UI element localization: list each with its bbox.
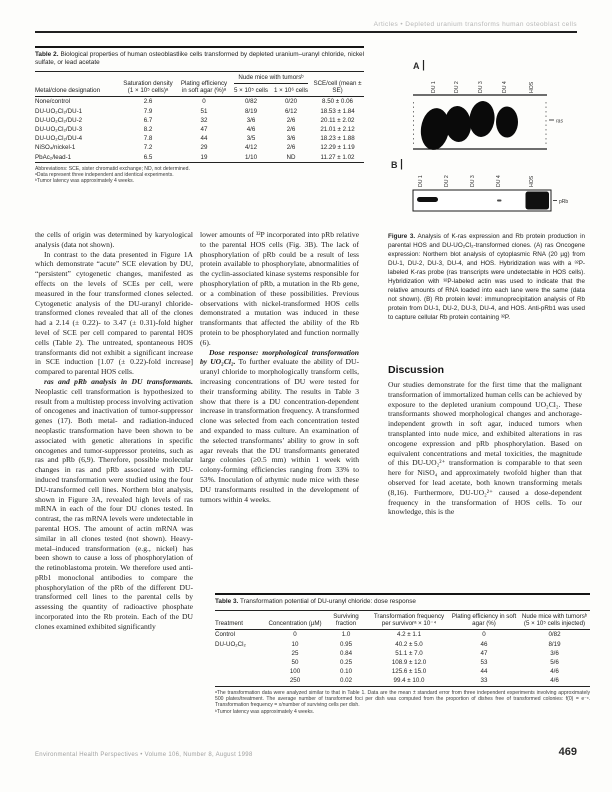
paragraph-text: To further evaluate the ability of DU-uranyl chloride to morphologically transform cells, increasing concentrations of DU were tested for their transforming ability. The results in Table 3 show that there is a DU concentration-dependent increase in transformation frequency. A transformed clone was selected from each concentration tested and expanded to mass culture. An examination of the selected transformants’ ability to grow in soft agar reveals that the DU transformants generated large colonies (≥0.5 mm) within 1 week with colony-forming efficiencies ranging from 33% to 53%. Inoculation of athymic nude mice with these DU transformants resulted in the development of tumors within 4 weeks. bbox=[200, 357, 359, 504]
panel-b-label: B bbox=[391, 160, 398, 170]
table-3-header bbox=[215, 611, 590, 630]
column-header: Metal/clone designation bbox=[35, 87, 101, 94]
paragraph bbox=[35, 377, 193, 632]
prb-band-du1 bbox=[417, 197, 438, 202]
column-header: Nude mice with tumorsᵇ (5 × 10⁵ cells injected) bbox=[521, 612, 588, 628]
table-2-caption-label: Table 2. bbox=[35, 51, 59, 59]
table-cell: 19 bbox=[200, 153, 208, 161]
table-cell: 0.95 bbox=[339, 640, 353, 648]
gel-blot-figure bbox=[385, 56, 590, 231]
table-cell: 8/19 bbox=[548, 640, 561, 648]
table-cell: 0 bbox=[293, 631, 297, 639]
table-3-footnotes bbox=[215, 690, 590, 715]
lane-label: DU 3 bbox=[470, 175, 476, 187]
table-cell: 0.02 bbox=[339, 677, 353, 685]
paragraph-text: the cells of origin was determined by karyological analysis (data not shown). bbox=[35, 230, 193, 249]
band-du2 bbox=[443, 105, 472, 143]
table-cell: 29 bbox=[200, 144, 208, 152]
table-cell: 32 bbox=[200, 116, 208, 124]
table-cell: DU-UO₂Cl₂/DU-4 bbox=[35, 135, 83, 143]
table-cell: 1.0 bbox=[341, 631, 351, 639]
table-cell: 6.5 bbox=[143, 153, 153, 161]
band-du4 bbox=[496, 107, 518, 138]
column-header: SCE/cell (mean ± SE) bbox=[313, 79, 362, 94]
paragraph bbox=[35, 250, 193, 377]
table-cell: 7.9 bbox=[143, 107, 153, 115]
table-row bbox=[215, 658, 590, 667]
lane-label: HOS bbox=[529, 81, 535, 93]
table-cell: 20.11 ± 2.02 bbox=[320, 116, 355, 124]
table-2 bbox=[35, 46, 364, 185]
table-cell: 4/6 bbox=[550, 677, 559, 685]
table-cell: 7.2 bbox=[143, 144, 153, 152]
table-cell: 99.4 ± 10.0 bbox=[393, 677, 425, 685]
table-cell bbox=[215, 667, 267, 676]
body-column-left bbox=[35, 230, 193, 710]
paragraph bbox=[200, 348, 359, 505]
table-3-caption-text: Transformation potential of DU-uranyl chloride: dose response bbox=[240, 598, 416, 606]
table-cell: 2.6 bbox=[143, 98, 153, 106]
table-2-body bbox=[35, 97, 364, 162]
table-cell bbox=[215, 649, 267, 658]
table-cell: 6/12 bbox=[284, 107, 298, 115]
column-subheader: 1 × 10⁶ cells bbox=[273, 87, 309, 94]
table-cell: 46 bbox=[480, 640, 488, 648]
table-row bbox=[215, 640, 590, 649]
footnote: ᵇTumor latency was approximately 4 weeks. bbox=[35, 178, 135, 185]
table-row bbox=[215, 630, 590, 640]
ras-band-label: ras bbox=[556, 118, 563, 125]
table-cell: 0/20 bbox=[284, 98, 298, 106]
panel-a-label: A bbox=[413, 61, 420, 71]
table-2-header bbox=[35, 72, 364, 97]
table-cell: 44 bbox=[480, 668, 488, 676]
lane-label: DU 4 bbox=[496, 175, 502, 187]
table-cell: DU-UO₂Cl₂/DU-2 bbox=[35, 116, 83, 124]
table-cell: None/control bbox=[35, 98, 71, 106]
paragraph bbox=[200, 230, 359, 348]
table-3-top-rule bbox=[215, 593, 590, 595]
table-cell: 7.8 bbox=[143, 135, 153, 143]
table-cell: 2/6 bbox=[286, 116, 296, 124]
table-cell: 4.2 ± 1.1 bbox=[396, 631, 422, 639]
figure-3-caption-label: Figure 3. bbox=[388, 233, 416, 240]
column-spanner bbox=[231, 72, 311, 86]
table-cell: 3/6 bbox=[246, 116, 256, 124]
table-cell: 0.25 bbox=[339, 659, 353, 666]
header-rule bbox=[35, 31, 577, 33]
column-subheader: 5 × 10⁵ cells bbox=[233, 87, 269, 94]
paragraph-text: lower amounts of ³²P incorporated into pRb relative to the parental HOS cells (Fig. 3B). The lack of phosphorylation of pRb could be a result of less protein available to phosphorylate, abnormalities of the cyclin-associated kinase systems responsible for phosphorylation of pRb, a mutation in the Rb gene, or a combination of these possibilities. Previous observations with nickel-transformed HOS cells demonstrated a mutation was induced in these transformants that affected the ability of the Rb protein to be phosphorylated and function normally (6). bbox=[200, 230, 359, 347]
table-row bbox=[215, 667, 590, 676]
table-row bbox=[215, 649, 590, 658]
column-header: Transformation frequency per survivorᵃ × 10⁻⁴ bbox=[373, 612, 445, 628]
table-cell: 51.1 ± 7.0 bbox=[395, 649, 423, 657]
discussion-heading: Discussion bbox=[388, 364, 445, 376]
table-cell: ND bbox=[286, 153, 296, 161]
table-cell: 51 bbox=[200, 107, 208, 115]
figure-3-caption-text: Analysis of K-ras expression and Rb protein production in parental HOS and DU-UO₂Cl₂-transformed clones. (A) ras Oncogene expression: Northern blot analysis of cytoplasmic RNA (20 µg) from DU-1, DU-2, DU-3, DU-4, and HOS. Hybridization was with a ³²P-labeled K-ras probe (ras transcripts were undetectable in HOS cells). Hybridization with ³²P-labeled actin was used to indicate that the relative amounts of RNA loaded into each lane were the same (data not shown). (B) Rb protein level: immunoprecipitation analysis of Rb protein from DU-1, DU-2, DU-3, DU-4, and HOS. Anti-pRb1 was used to capture cellular Rb protein containing ³²P. bbox=[388, 233, 585, 322]
table-row bbox=[215, 611, 590, 630]
table-row bbox=[35, 153, 364, 163]
table-row bbox=[35, 143, 364, 152]
table-row bbox=[35, 116, 364, 125]
column-spanner-label: Nude mice with tumorsᵇ bbox=[234, 74, 307, 84]
table-cell: 0.84 bbox=[339, 649, 353, 657]
table-cell: 53 bbox=[480, 659, 488, 666]
table-cell: PbAc₂/lead-1 bbox=[35, 153, 72, 161]
table-row bbox=[35, 125, 364, 134]
table-cell: 12.29 ± 1.19 bbox=[320, 144, 355, 152]
table-cell: 3/6 bbox=[286, 135, 296, 143]
table-cell: Control bbox=[215, 631, 235, 639]
footnote: Abbreviations: SCE, sister chromatid exchange; ND, not determined. bbox=[35, 165, 190, 172]
table-cell: DU-UO₂Cl₂/DU-3 bbox=[35, 125, 83, 133]
paragraph-lead: Dose response: morphological transformation by UO₂Cl₂. bbox=[200, 347, 359, 367]
prb-band-label: pRb bbox=[559, 199, 569, 205]
table-3 bbox=[215, 593, 590, 715]
lane-label: DU 4 bbox=[502, 81, 508, 93]
figure-3-caption bbox=[388, 232, 585, 322]
table-cell: 0/82 bbox=[244, 98, 258, 106]
table-row bbox=[35, 97, 364, 107]
table-cell: 11.27 ± 1.02 bbox=[320, 153, 355, 161]
lane-label: DU 2 bbox=[454, 81, 460, 93]
page-number: 469 bbox=[558, 746, 577, 758]
table-cell: 44 bbox=[200, 135, 208, 143]
table-row bbox=[35, 134, 364, 143]
table-cell: 125.6 ± 15.0 bbox=[391, 668, 427, 676]
footnote: ᵇTumor latency was approximately 4 weeks. bbox=[215, 708, 315, 715]
table-cell: 18.23 ± 1.88 bbox=[320, 135, 355, 143]
table-cell: 1/10 bbox=[244, 153, 258, 161]
prb-band-du4 bbox=[497, 200, 502, 202]
table-cell: 2/6 bbox=[286, 144, 296, 152]
prb-band-hos bbox=[526, 192, 550, 210]
table-row bbox=[215, 676, 590, 686]
table-cell: 0 bbox=[482, 631, 486, 639]
table-cell: 100 bbox=[289, 668, 301, 676]
lane-label: DU 3 bbox=[478, 81, 484, 93]
lane-label: DU 2 bbox=[444, 175, 450, 187]
table-cell: 108.9 ± 12.0 bbox=[391, 659, 427, 666]
table-cell: 4/6 bbox=[246, 125, 256, 133]
paragraph-text: Neoplastic cell transformation is hypothesized to result from a multistep process involving activation of oncogenes and inactivation of tumor-suppressor genes (17). Both metal- and radiation-induced neoplastic transformation have been shown to be associated with genetic alterations in specific oncogenes and tumor-suppressor proteins, such as ras and pRb (6,9). Therefore, possible molecular changes in ras and pRb associated with DU-induced transformation were studied using the four DU-transformed cell lines. Northern blot analysis, shown in Figure 3A, revealed high levels of ras mRNA in each of the four DU clones tested. In contrast, the ras mRNA levels were undetectable in parental HOS. The amount of actin mRNA was similar in all clones tested (not shown). Heavy-metal–induced transformation (e.g., nickel) has been shown to cause a loss of phosphorylation of the retinoblastoma protein. We therefore used anti-pRb1 monoclonal antibodies to compare the phosphorylation of the pRb of the different DU-transformed cell lines to the parental cells by assessing the quantity of radioactive phosphate incorporated into the Rb protein. Each of the DU clones examined exhibited significantly bbox=[35, 386, 193, 631]
table-3-body bbox=[215, 630, 590, 686]
paragraph-lead: ras and pRb analysis in DU transformants. bbox=[44, 376, 193, 386]
footnote: ᵃThe transformation data were analyzed similar to that in Table 1. Data are the mean ± standard error from three independent experiments involving approximately 500 plates/treatment. The average number of transformed foci per dish was computed from the proportion of dishes free of transformed colonies: f(0) = e⁻ˣ. Transformation frequency = x/number of surviving cells per dish. bbox=[215, 689, 590, 709]
table-cell: 4/6 bbox=[550, 668, 559, 676]
paragraph-text: In contrast to the data presented in Figure 1A which demonstrate “acute” SCE elevation by DU, “persistent” cytogenetic changes, manifested as effects on the levels of SCEs per cell, were measured in the four transformed clones selected. Cytogenetic analysis of the DU-uranyl chloride-transformed clones revealed that all of the clones had a 2.14 (± 0.22)- to 3.47 (± 0.31)-fold higher level of SCE per cell compared to parental HOS cells (Table 2). The untreated, spontaneous HOS transformants did not exhibit a significant increase in SCE induction [1.07 (± 0.22)-fold increase] compared to parental HOS cells. bbox=[35, 249, 193, 377]
table-cell: 0/82 bbox=[548, 631, 561, 639]
table-3-grid bbox=[215, 610, 590, 686]
table-cell: 50 bbox=[291, 659, 299, 666]
table-2-footnotes bbox=[35, 166, 364, 185]
table-cell: 250 bbox=[289, 677, 301, 685]
body-column-right bbox=[388, 380, 582, 586]
table-cell: 33 bbox=[480, 677, 488, 685]
table-cell: 2/6 bbox=[286, 125, 296, 133]
table-cell: 40.2 ± 5.0 bbox=[395, 640, 423, 648]
column-header: Plating efficiency in soft agar (%) bbox=[451, 612, 517, 628]
table-row bbox=[35, 107, 364, 116]
table-cell: DU-UO₂Cl₂ bbox=[215, 640, 246, 648]
table-cell: 8/19 bbox=[244, 107, 258, 115]
table-cell: 47 bbox=[200, 125, 208, 133]
table-cell: 0.10 bbox=[339, 668, 353, 676]
table-row bbox=[35, 72, 364, 86]
lane-label: DU 1 bbox=[418, 175, 424, 187]
table-cell: 10 bbox=[291, 640, 299, 648]
column-header: Treatment bbox=[215, 620, 243, 628]
column-header: Surviving fraction bbox=[333, 612, 359, 628]
table-cell: 18.53 ± 1.84 bbox=[320, 107, 355, 115]
figure-3-image bbox=[385, 56, 590, 231]
journal-footer: Environmental Health Perspectives • Volume 106, Number 8, August 1998 bbox=[35, 752, 253, 758]
table-cell: 8.2 bbox=[143, 125, 153, 133]
table-cell: 3/6 bbox=[550, 649, 559, 657]
column-header: Plating efficiency in soft agar (%)ᵃ bbox=[180, 79, 228, 94]
lane-label: DU 1 bbox=[431, 81, 437, 93]
table-cell: 8.50 ± 0.06 bbox=[322, 98, 353, 106]
table-3-caption-label: Table 3. bbox=[215, 598, 239, 606]
lane-label: HOS bbox=[529, 175, 535, 187]
column-header: Concentration (µM) bbox=[268, 620, 322, 628]
body-column-middle bbox=[200, 230, 359, 588]
table-2-grid bbox=[35, 71, 364, 163]
footnote: ᵃData represent three independent and identical experiments. bbox=[35, 172, 174, 179]
running-head: Articles • Depleted uranium transforms human osteoblast cells bbox=[373, 21, 577, 28]
table-cell: 6.7 bbox=[143, 116, 153, 124]
table-cell: 5/6 bbox=[550, 659, 559, 666]
table-cell: 21.01 ± 2.12 bbox=[320, 125, 355, 133]
table-2-caption bbox=[35, 51, 364, 67]
ras-bands bbox=[418, 100, 518, 152]
table-cell: 4/12 bbox=[244, 144, 258, 152]
table-cell: 3/5 bbox=[246, 135, 256, 143]
table-2-caption-text: Biological properties of human osteoblastlike cells transformed by depleted uranium–uranyl chloride, nickel sulfate, or lead acetate bbox=[35, 51, 364, 67]
table-cell: 47 bbox=[480, 649, 488, 657]
table-cell bbox=[215, 676, 267, 686]
paragraph bbox=[35, 230, 193, 250]
paragraph-text: Our studies demonstrate for the first time that the malignant transformation of immortalized human cells can be achieved by exposure to the depleted uranium compound UO₂Cl₂. These transformants showed morphological changes and anchorage-independent growth in soft agar, induced tumors when transplanted into nude mice, and exhibited alterations in ras oncogene expression and pRb phosphorylation. Based on equivalent concentrations and metal toxicities, the magnitude of this DU-UO₂²⁺ transformation is comparable to that seen here for NiSO₄ and approximately twofold higher than that observed for lead acetate, both known transforming metals (8,16). Furthermore, DU-UO₂²⁺ caused a dose-dependent frequency in the transformation of HOS cells. To our knowledge, this is the bbox=[388, 380, 582, 517]
column-header: Saturation density (1 × 10⁵ cells)ᵃ bbox=[123, 79, 173, 94]
table-3-caption bbox=[215, 598, 590, 606]
table-cell: NiSO₄/nickel-1 bbox=[35, 144, 76, 152]
table-2-top-rule bbox=[35, 46, 364, 48]
table-cell: DU-UO₂Cl₂/DU-1 bbox=[35, 107, 83, 115]
paragraph bbox=[388, 380, 582, 517]
table-cell bbox=[215, 658, 267, 667]
table-cell: 0 bbox=[202, 98, 206, 106]
table-cell: 25 bbox=[291, 649, 299, 657]
band-du3 bbox=[468, 100, 497, 138]
